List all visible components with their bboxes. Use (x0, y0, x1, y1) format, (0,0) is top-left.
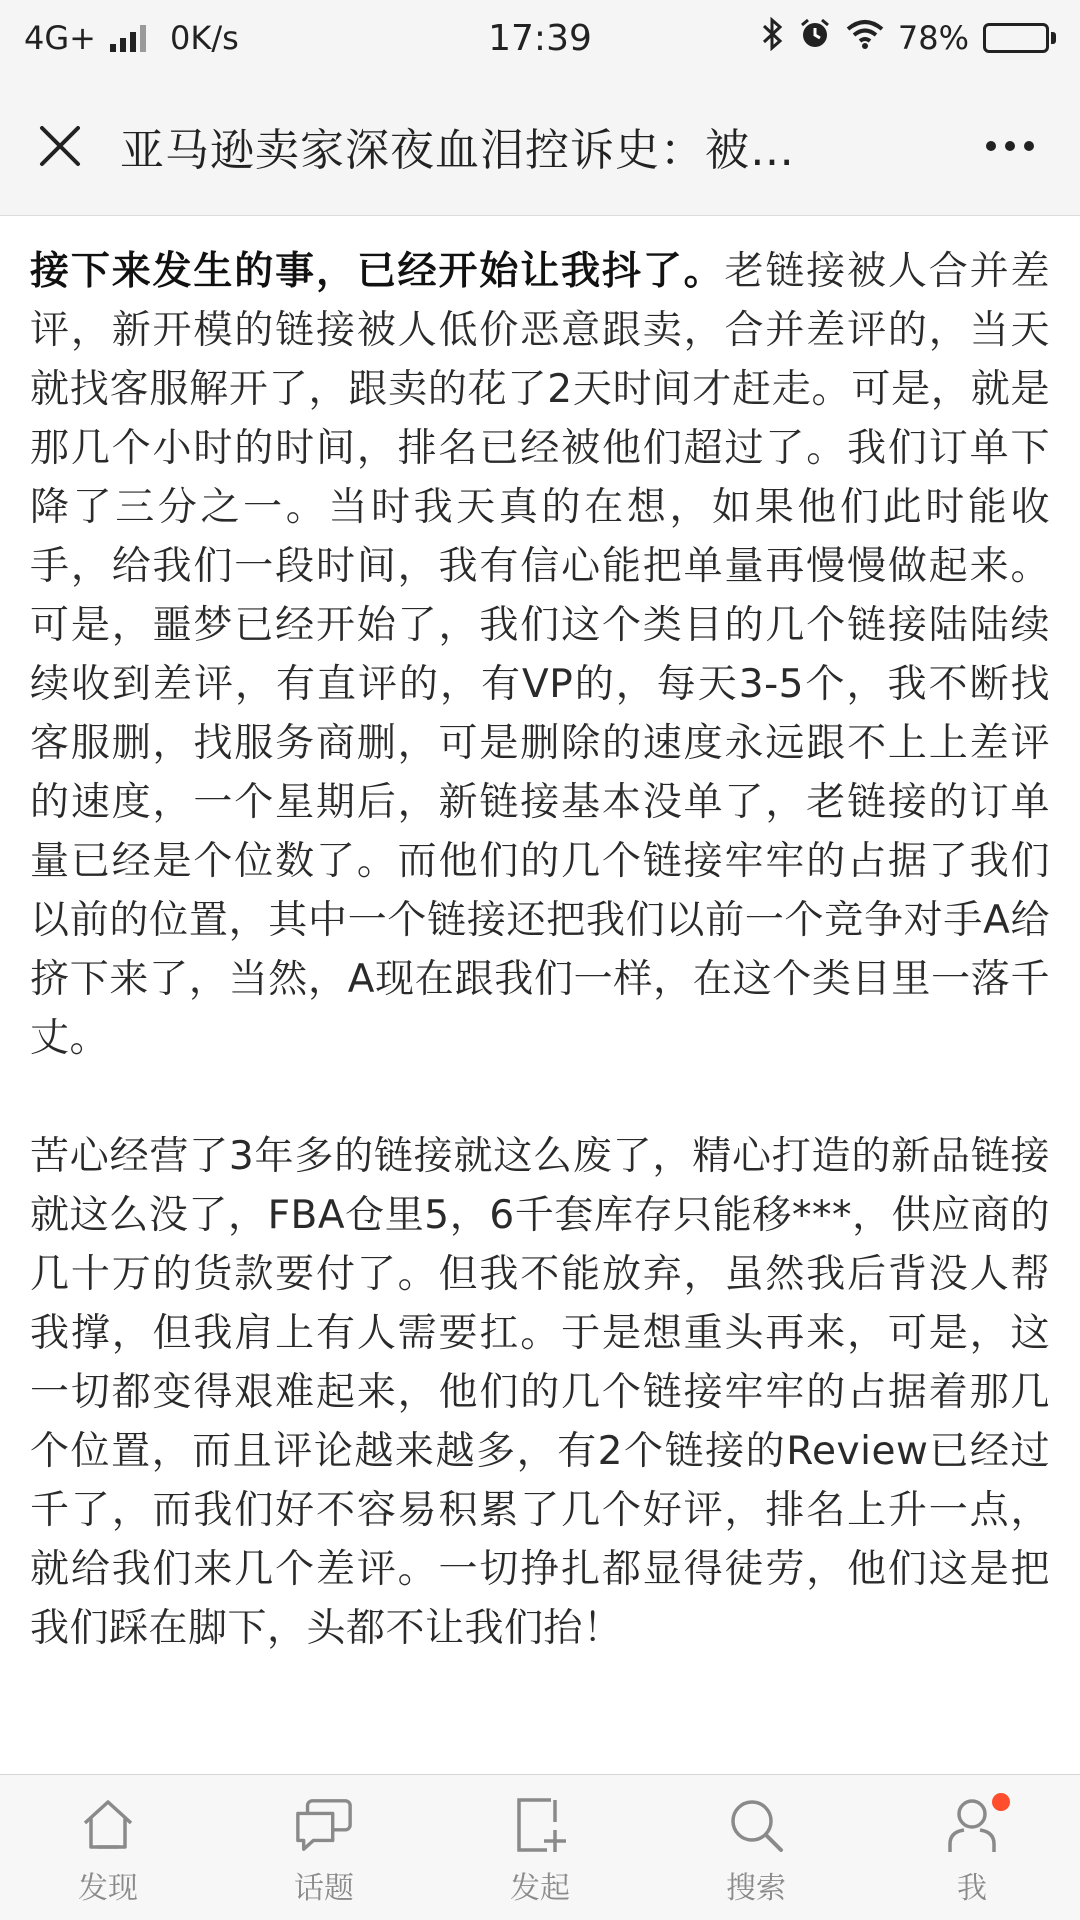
network-type: 4G+ (24, 19, 96, 57)
notification-badge (992, 1793, 1010, 1811)
battery-percent: 78% (897, 19, 969, 57)
tab-label: 我 (957, 1871, 987, 1906)
status-left (24, 19, 239, 57)
chat-icon (294, 1795, 354, 1855)
tab-label: 搜索 (726, 1871, 786, 1906)
more-icon (986, 141, 996, 151)
network-speed: 0K/s (169, 19, 239, 57)
article-paragraph: 苦心经营了3年多的链接就这么废了，精心打造的新品链接就这么没了，FBA仓里5，6千套库存只能移***，供应商的几十万的货款要付了。但我不能放弃，虽然我后背没人帮我撑，但我肩上有人需要扛。于是想重头再来，可是，这一切都变得艰难起来，他们的几个链接牢牢的占据着那几个位置，而且评论越来越多，有2个链接的Review已经过千了，而我们好不容易积累了几个好评，排名上升一点，就给我们来几个差评。一切挣扎都显得徒劳，他们这是把我们踩在脚下，头都不让我们抬！ (30, 1134, 1050, 1651)
more-button[interactable] (940, 76, 1080, 216)
battery-icon (983, 23, 1056, 53)
home-icon (78, 1795, 138, 1855)
tab-me[interactable] (864, 1775, 1080, 1920)
paragraph-text: 老链接被人合并差评，新开模的链接被人低价恶意跟卖，合并差评的，当天就找客服解开了，跟卖的花了2天时间才赶走。可是，就是那几个小时的时间，排名已经被他们超过了。我们订单下降了三分之一。当时我天真的在想，如果他们此时能收手，给我们一段时间，我有信心能把单量再慢慢做起来。可是，噩梦已经开始了，我们这个类目的几个链接陆陆续续收到差评，有直评的，有VP的，每天3-5个，我不断找客服删，找服务商删，可是删除的速度永远跟不上上差评的速度，一个星期后，新链接基本没单了，老链接的订单量已经是个位数了。而他们的几个链接牢牢的占据了我们以前的位置，其中一个链接还把我们以前一个竞争对手A给挤下来了，当然，A现在跟我们一样，在这个类目里一落千丈。 (30, 249, 1050, 1061)
status-time: 17:39 (488, 17, 592, 59)
close-icon (38, 124, 82, 168)
wifi-icon (846, 19, 884, 57)
article-body (0, 216, 1080, 1774)
close-button[interactable] (0, 76, 120, 216)
status-right (762, 17, 1056, 59)
nav-bar (0, 76, 1080, 216)
status-bar (0, 0, 1080, 76)
tab-compose[interactable] (432, 1775, 648, 1920)
tab-discover[interactable] (0, 1775, 216, 1920)
tab-label: 发起 (510, 1871, 570, 1906)
tab-topics[interactable] (216, 1775, 432, 1920)
article-paragraph (30, 242, 1050, 1068)
tab-label: 发现 (78, 1871, 138, 1906)
signal-icon (110, 24, 146, 52)
bluetooth-icon (762, 17, 784, 59)
page-title: 亚马逊卖家深夜血泪控诉史：被… (120, 124, 795, 176)
tab-search[interactable] (648, 1775, 864, 1920)
paragraph-lead-bold: 接下来发生的事，已经开始让我抖了。 (30, 249, 725, 294)
tab-bar (0, 1774, 1080, 1920)
tab-label: 话题 (294, 1871, 354, 1906)
search-icon (726, 1795, 786, 1855)
alarm-icon (798, 17, 832, 59)
compose-icon (510, 1795, 570, 1855)
